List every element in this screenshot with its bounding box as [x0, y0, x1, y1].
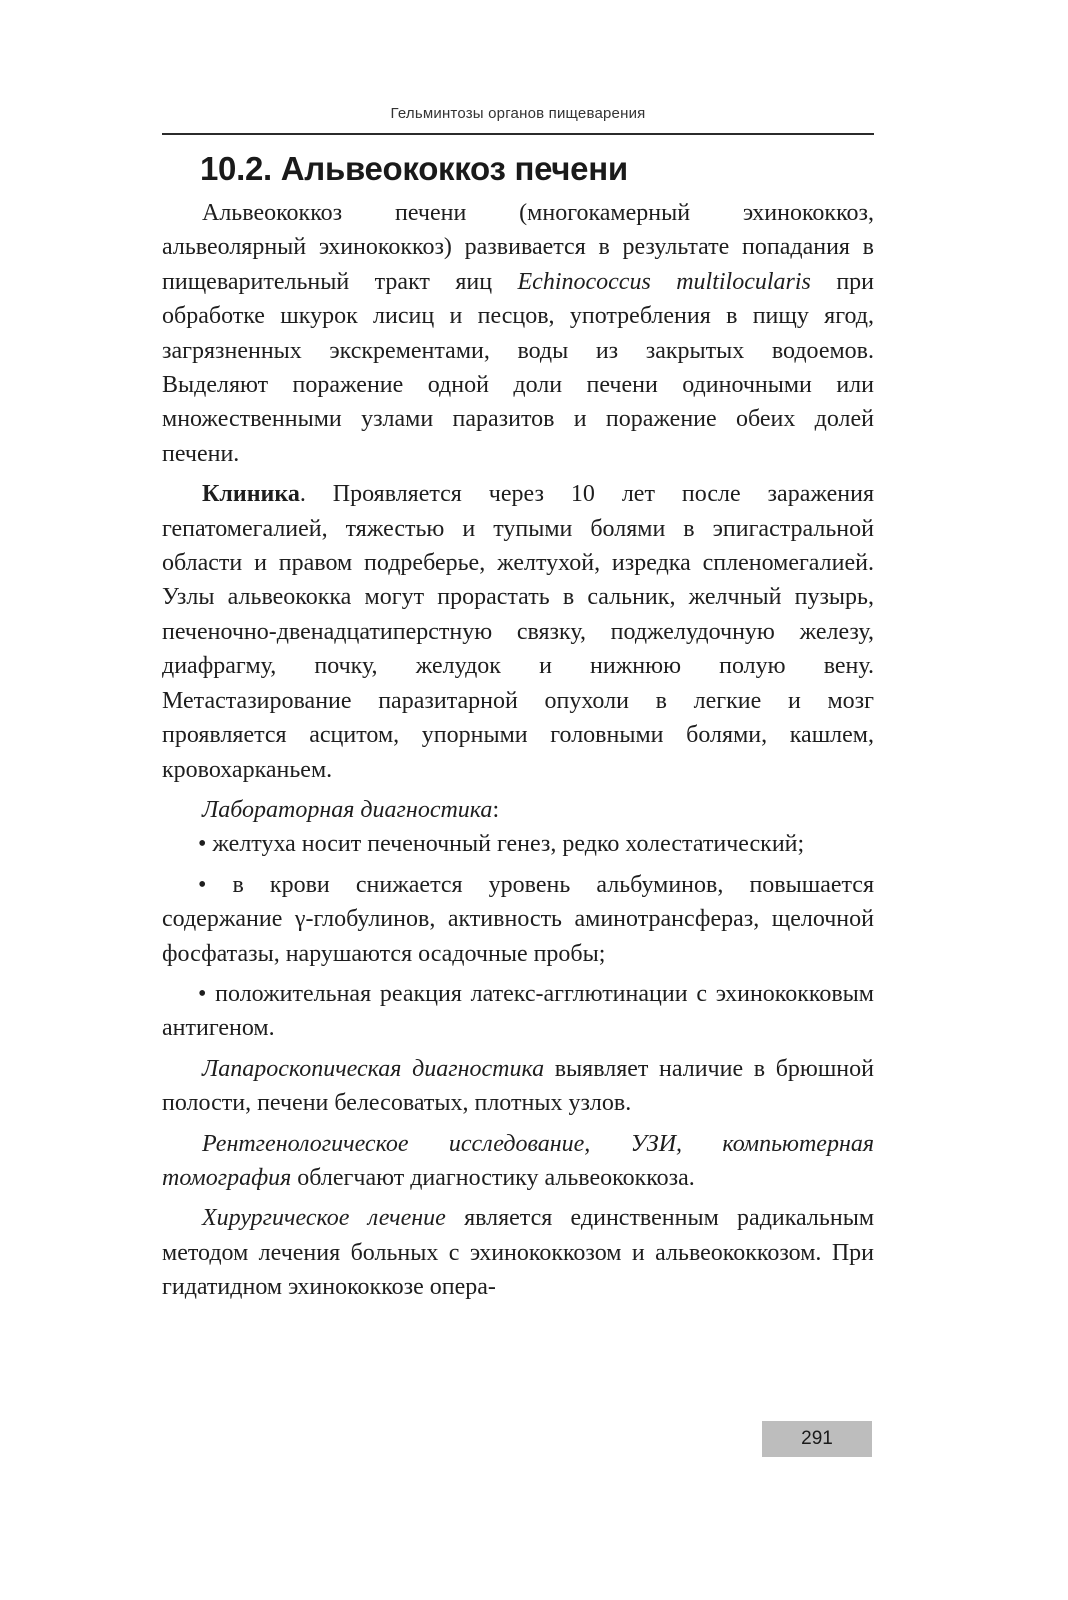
header-divider	[162, 133, 874, 135]
clinic-heading: Клиника	[202, 481, 300, 508]
species-name: Echinococcus multilocularis	[517, 268, 811, 295]
paragraph-imaging-text: облегчают диагностику альвеококкоза.	[291, 1164, 695, 1191]
running-head: Гельминтозы органов пищеварения	[390, 105, 646, 122]
page-number: 291	[762, 1421, 872, 1457]
body-text	[162, 196, 874, 1311]
bullet-item: • в крови снижается уровень альбуминов, повышается содержание γ-глобулинов, активность аминотрансфераз, щелочной фосфатазы, нарушаются осадочные пробы;	[162, 871, 874, 967]
lab-diagnostics-heading: Лабораторная диагностика	[202, 796, 493, 823]
paragraph-intro	[162, 196, 874, 471]
paragraph-clinic	[162, 477, 874, 787]
paragraph-intro-text: Альвеококкоз печени (многокамерный эхинококкоз, альвеолярный эхинококкоз) развивается в результате попадания в пищеварительный тракт яиц	[162, 200, 874, 295]
paragraph-imaging	[162, 1127, 874, 1196]
paragraph-clinic-text: . Проявляется через 10 лет после заражения гепатомегалией, тяжестью и тупыми болями в эпигастральной области и правом подреберье, желтухой, изредка спленомегалией. Узлы альвеококка могут прорастать в сальник, желчный пузырь, печеночно-двенадцатиперстную связку, поджелудочную железу, диафрагму, почку, желудок и нижнюю полую вену. Метастазирование паразитарной опухоли в легкие и мозг проявляется асцитом, упорными головными болями, кашлем, кровохарканьем.	[162, 481, 874, 783]
surgery-heading: Хирургическое лечение	[202, 1205, 446, 1232]
bullet-item: • положительная реакция латекс-агглютинации с эхинококковым антигеном.	[162, 980, 874, 1042]
paragraph-lab-heading	[162, 793, 874, 827]
paragraph-surgery	[162, 1201, 874, 1304]
paragraph-surgery-text: является единственным радикальным методом лечения больных с эхинококкозом и альвеококкозом. При гидатидном эхинококкозе опера-	[162, 1205, 874, 1301]
imaging-heading: Рентгенологическое исследование, УЗИ, компьютерная томография	[162, 1130, 874, 1191]
section-title: 10.2. Альвеококкоз печени	[200, 150, 628, 187]
laparoscopy-heading: Лапароскопическая диагностика	[202, 1055, 545, 1082]
paragraph-laparoscopy-text: выявляет наличие в брюшной полости, печени белесоватых, плотных узлов.	[162, 1055, 874, 1117]
paragraph-intro-text-cont: при обработке шкурок лисиц и песцов, употребления в пищу ягод, загрязненных экскрементами, воды из закрытых водоемов. Выделяют поражение одной доли печени одиночными или множественными узлами паразитов и поражение обеих долей печени.	[162, 268, 875, 467]
book-page	[162, 0, 874, 1600]
bullet-item: • желтуха носит печеночный генез, редко холестатический;	[198, 831, 805, 858]
lab-heading-colon: :	[492, 796, 500, 823]
paragraph-laparoscopy	[162, 1052, 874, 1121]
